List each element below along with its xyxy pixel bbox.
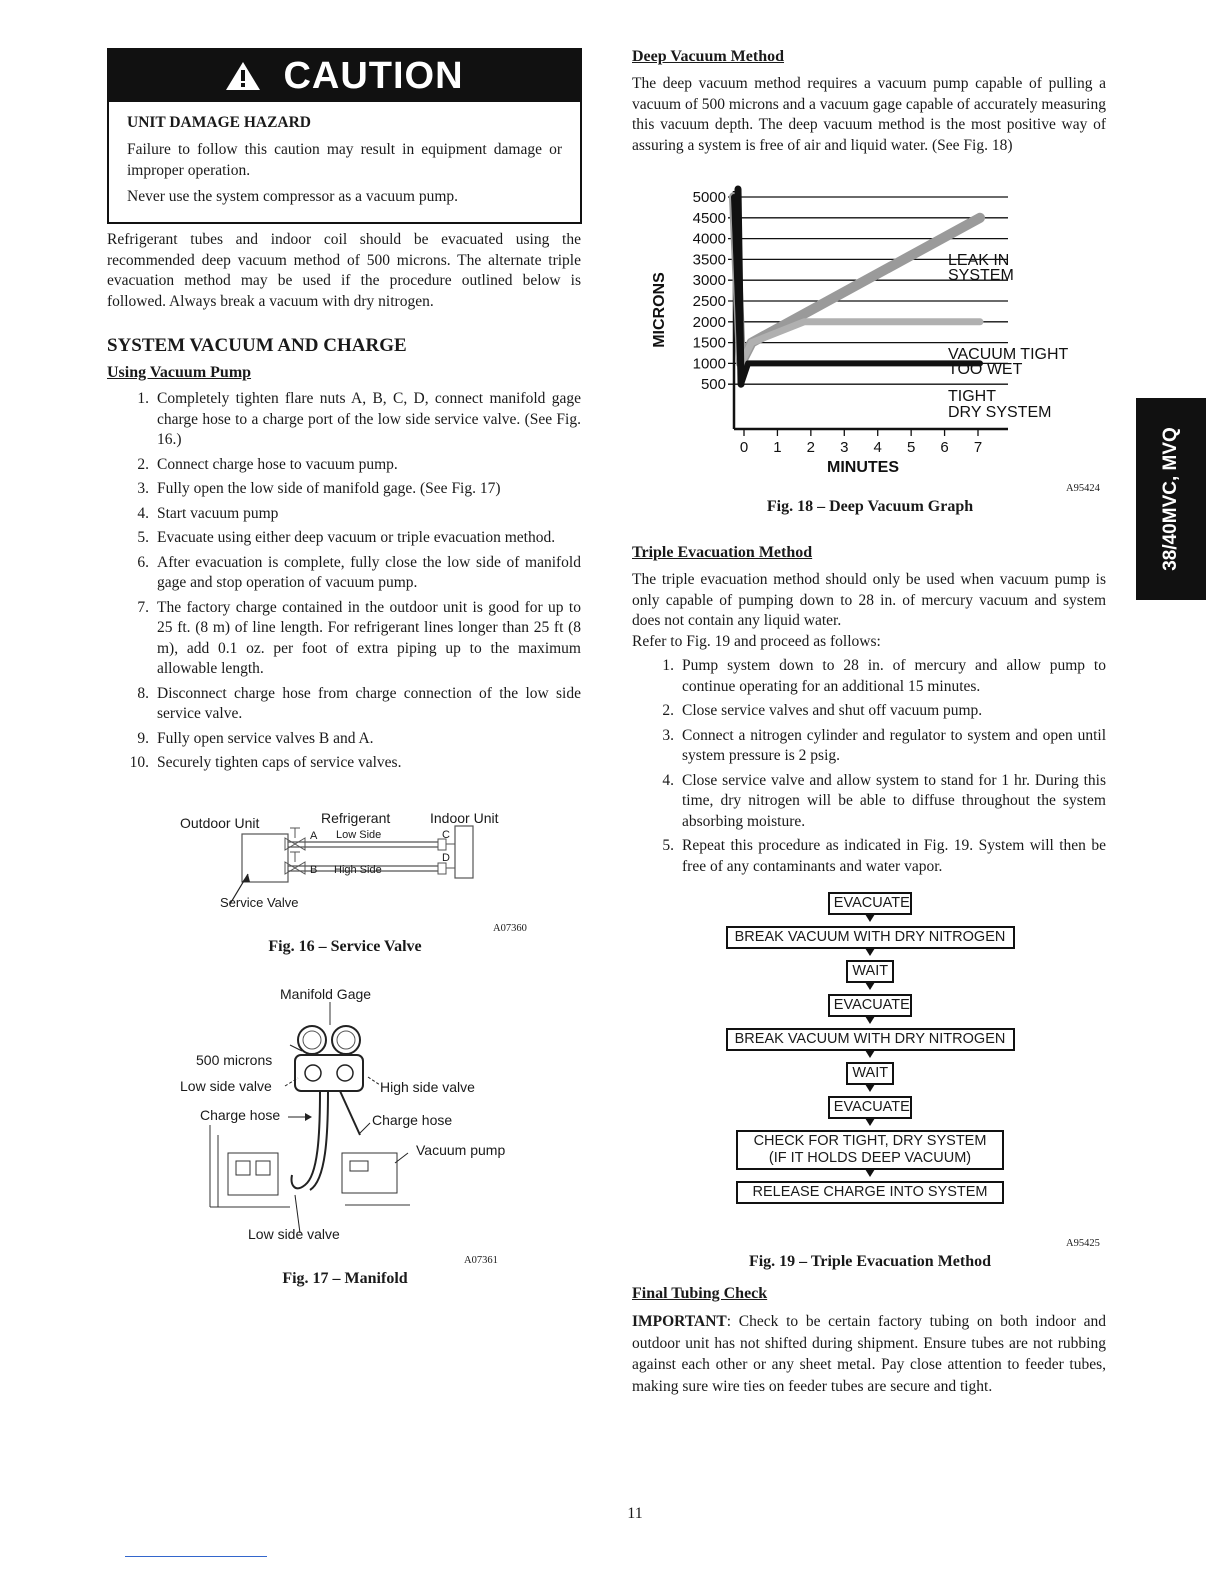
flow-step: BREAK VACUUM WITH DRY NITROGEN bbox=[726, 926, 1015, 949]
triple-evac-refer: Refer to Fig. 19 and proceed as follows: bbox=[632, 633, 881, 650]
annotation-leak-in: LEAK IN bbox=[948, 252, 1010, 269]
flow-step: EVACUATE bbox=[828, 892, 912, 915]
step-number: 2. bbox=[137, 455, 149, 473]
list-item bbox=[632, 771, 1106, 833]
step-number: 3. bbox=[137, 480, 149, 497]
vacuum-pump-label: Vacuum pump bbox=[416, 1142, 506, 1158]
caution-line1: Failure to follow this caution may result in equipment damage or improper operation. bbox=[127, 141, 562, 179]
x-tick-label: 5 bbox=[906, 439, 916, 456]
high-side-valve-label: High side valve bbox=[380, 1079, 475, 1095]
x-tick-label: 2 bbox=[806, 439, 816, 456]
flow-step: WAIT bbox=[846, 960, 893, 983]
pumpdown-line bbox=[738, 189, 741, 384]
x-tick-label: 3 bbox=[840, 439, 849, 456]
outdoor-unit-label: Outdoor Unit bbox=[180, 815, 260, 831]
x-tick-label: 1 bbox=[773, 439, 782, 456]
section-title: SYSTEM VACUUM AND CHARGE bbox=[107, 335, 407, 356]
vacuum-pump-heading: Using Vacuum Pump bbox=[107, 364, 252, 381]
low-side-valve-bottom-label: Low side valve bbox=[248, 1226, 340, 1242]
y-tick-label: 2000 bbox=[692, 313, 726, 331]
list-item bbox=[107, 504, 581, 525]
triple-evac-steps bbox=[632, 656, 1106, 881]
flow-step: BREAK VACUUM WITH DRY NITROGEN bbox=[726, 1028, 1015, 1051]
step-text: Evacuate using either deep vacuum or triple evacuation method. bbox=[157, 529, 556, 546]
deep-vacuum-text: The deep vacuum method requires a vacuum pump capable of pulling a vacuum of 500 microns and a vacuum gage capable of accurately measuring this vacuum depth. The deep vacuum method is the most positive way of assuring a system is free of air and liquid water. (See Fig. 18) bbox=[632, 75, 1106, 154]
flow-arrow-icon bbox=[865, 948, 875, 956]
indoor-unit-label: Indoor Unit bbox=[430, 810, 499, 826]
charge-hose-right-label: Charge hose bbox=[372, 1112, 453, 1128]
intro-paragraph: Refrigerant tubes and indoor coil should be evacuated using the recommended deep vacuum method of 500 microns. The alternate triple evacuation method may be used if the procedure outlined below is followed. Always break a vacuum with dry nitrogen. bbox=[107, 231, 581, 310]
flow-release: RELEASE CHARGE INTO SYSTEM bbox=[736, 1181, 1004, 1204]
vacuum-pump-steps bbox=[107, 389, 581, 778]
step-text: Fully open service valves B and A. bbox=[157, 729, 374, 747]
list-item bbox=[632, 656, 1106, 697]
triple-evac-heading: Triple Evacuation Method bbox=[632, 544, 813, 561]
step-text: Close service valve and allow system to stand for 1 hr. During this time, dry nitrogen will be able to diffuse throughout the system absorbing moisture. bbox=[682, 771, 1106, 830]
fig17-diagram bbox=[170, 985, 520, 1245]
caution-heading: UNIT DAMAGE HAZARD bbox=[127, 114, 312, 131]
step-number: 1. bbox=[662, 657, 674, 674]
service-valve-label: Service Valve bbox=[220, 895, 299, 910]
list-item bbox=[632, 701, 1106, 722]
list-item bbox=[632, 836, 1106, 877]
list-item bbox=[107, 455, 581, 476]
fig16-diagram bbox=[170, 806, 540, 921]
flow-step: EVACUATE bbox=[828, 1096, 912, 1119]
fig18-caption: Fig. 18 – Deep Vacuum Graph bbox=[766, 498, 974, 515]
flow-check bbox=[736, 1130, 1004, 1170]
flow-arrow-icon bbox=[865, 1016, 875, 1024]
high-side-label: High Side bbox=[334, 864, 382, 876]
step-text: Fully open the low side of manifold gage. (See Fig. 17) bbox=[157, 480, 501, 497]
step-text: Disconnect charge hose from charge connection of the low side service valve. bbox=[157, 684, 581, 722]
y-tick-label: 500 bbox=[700, 376, 726, 394]
y-tick-label: 3000 bbox=[692, 272, 726, 290]
list-item bbox=[107, 598, 581, 680]
x-tick-label: 4 bbox=[873, 439, 882, 456]
flow-arrow-icon bbox=[865, 982, 875, 990]
x-tick-label: 6 bbox=[940, 439, 949, 456]
flow-check-line: (IF IT HOLDS DEEP VACUUM) bbox=[768, 1150, 972, 1166]
list-item bbox=[632, 726, 1106, 767]
fig17-caption: Fig. 17 – Manifold bbox=[282, 1270, 408, 1287]
fig19-caption: Fig. 19 – Triple Evacuation Method bbox=[748, 1253, 992, 1270]
chart-xlabel: MINUTES bbox=[827, 459, 899, 476]
deep-vacuum-heading: Deep Vacuum Method bbox=[632, 48, 785, 65]
step-number: 7. bbox=[137, 598, 149, 616]
label-d: D bbox=[442, 852, 450, 864]
flow-step: WAIT bbox=[846, 1062, 893, 1085]
step-number: 10. bbox=[129, 754, 149, 771]
step-text: Securely tighten caps of service valves. bbox=[157, 754, 402, 771]
footer-link-rule bbox=[125, 1556, 267, 1557]
caution-box bbox=[107, 48, 582, 224]
fig19-code: A95425 bbox=[1066, 1238, 1100, 1249]
list-item bbox=[107, 528, 581, 549]
page-number: 11 bbox=[627, 1505, 643, 1522]
fig17-code: A07361 bbox=[464, 1255, 498, 1266]
fig18-code: A95424 bbox=[1066, 483, 1100, 494]
chart-y-ticks bbox=[693, 189, 726, 393]
low-side-valve-label: Low side valve bbox=[180, 1078, 272, 1094]
charge-hose-left-label: Charge hose bbox=[200, 1107, 281, 1123]
flow-arrow-icon bbox=[865, 1050, 875, 1058]
caution-header bbox=[109, 50, 580, 102]
step-number: 4. bbox=[662, 771, 674, 789]
annotation-dry-system: DRY SYSTEM bbox=[948, 404, 1052, 421]
side-tab bbox=[1136, 398, 1206, 600]
list-item bbox=[107, 729, 581, 750]
step-number: 2. bbox=[662, 702, 674, 719]
x-tick-label: 7 bbox=[973, 439, 983, 456]
y-tick-label: 2500 bbox=[692, 293, 726, 310]
final-tubing-text bbox=[632, 1311, 1106, 1397]
y-tick-label: 4500 bbox=[692, 209, 726, 227]
y-tick-label: 3500 bbox=[692, 251, 726, 269]
step-number: 9. bbox=[137, 729, 149, 747]
important-label: IMPORTANT bbox=[632, 1313, 727, 1330]
chart-ylabel: MICRONS bbox=[651, 272, 668, 348]
step-text: Completely tighten flare nuts A, B, C, D, connect manifold gage charge hose to a charge port of the low side service valve. (See Fig. 16.) bbox=[157, 390, 581, 448]
list-item bbox=[107, 389, 581, 451]
step-number: 1. bbox=[137, 390, 149, 407]
step-text: Connect charge hose to vacuum pump. bbox=[157, 455, 398, 473]
flow-check-line: CHECK FOR TIGHT, DRY SYSTEM bbox=[753, 1133, 987, 1149]
y-tick-label: 1000 bbox=[692, 355, 726, 373]
low-side-label: Low Side bbox=[336, 829, 382, 841]
step-text: Repeat this procedure as indicated in Fig. 19. System will then be free of any contaminants and water vapor. bbox=[682, 837, 1106, 875]
caution-title: CAUTION bbox=[283, 54, 464, 97]
warning-triangle-icon bbox=[225, 61, 261, 91]
annotation-tight: TIGHT bbox=[948, 388, 996, 405]
step-number: 3. bbox=[662, 726, 674, 744]
list-item bbox=[107, 553, 581, 594]
annotation-system: SYSTEM bbox=[948, 267, 1014, 284]
x-tick-label: 0 bbox=[739, 439, 749, 456]
manifold-gage-label: Manifold Gage bbox=[280, 986, 372, 1002]
microns-label: 500 microns bbox=[196, 1052, 273, 1068]
annotation-too-wet: TOO WET bbox=[948, 361, 1023, 378]
triple-evac-text: The triple evacuation method should only be used when vacuum pump is only capable of pumping down to 28 in. of mercury vacuum and system does not contain any liquid water. bbox=[632, 571, 1106, 629]
triple-evac-flowchart bbox=[700, 888, 1040, 1218]
caution-line2: Never use the system compressor as a vacuum pump. bbox=[127, 188, 459, 205]
step-number: 5. bbox=[137, 529, 149, 546]
flow-arrow-icon bbox=[865, 914, 875, 922]
flow-arrow-icon bbox=[865, 1169, 875, 1177]
list-item bbox=[107, 684, 581, 725]
y-tick-label: 5000 bbox=[692, 189, 726, 206]
label-a: A bbox=[310, 830, 318, 842]
chart-x-ticks bbox=[740, 429, 982, 456]
step-number: 5. bbox=[662, 837, 674, 854]
y-tick-label: 4000 bbox=[692, 230, 726, 248]
step-number: 8. bbox=[137, 684, 149, 702]
final-tubing-body: : Check to be certain factory tubing on both indoor and outdoor unit has not shifted during shipment. Ensure tubes are not rubbing against each other or any sheet metal. Pay close attention to feeder tubes, making sure wire ties on feeder tubes are secure and tight. bbox=[632, 1313, 1106, 1395]
list-item bbox=[107, 479, 581, 500]
label-c: C bbox=[442, 829, 450, 841]
y-tick-label: 1500 bbox=[692, 334, 726, 352]
final-tubing-heading: Final Tubing Check bbox=[632, 1285, 768, 1302]
refrigerant-label: Refrigerant bbox=[321, 810, 391, 826]
fig16-code: A07360 bbox=[493, 923, 527, 934]
step-text: Pump system down to 28 in. of mercury and allow pump to continue operating for an additional 15 minutes. bbox=[682, 657, 1106, 695]
list-item bbox=[107, 753, 581, 774]
step-text: Start vacuum pump bbox=[157, 504, 279, 522]
step-number: 6. bbox=[137, 553, 149, 571]
side-tab-label: 38/40MVC, MVQ bbox=[1160, 427, 1181, 571]
flow-arrow-icon bbox=[865, 1118, 875, 1126]
label-b: B bbox=[310, 864, 318, 876]
step-text: Connect a nitrogen cylinder and regulator to system and open until system pressure is 2 psig. bbox=[682, 726, 1106, 764]
step-number: 4. bbox=[137, 504, 149, 522]
annotation-vacuum-tight: VACUUM TIGHT bbox=[948, 346, 1069, 363]
step-text: The factory charge contained in the outdoor unit is good for up to 25 ft. (8 m) of line length. For refrigerant lines longer than 25 ft (8 m), add 0.1 oz. per foot of extra piping up to the maximum allowable length. bbox=[157, 598, 581, 677]
step-text: After evacuation is complete, fully close the low side of manifold gage and stop operation of vacuum pump. bbox=[157, 553, 581, 591]
flow-step: EVACUATE bbox=[828, 994, 912, 1017]
flow-arrow-icon bbox=[865, 1084, 875, 1092]
step-text: Close service valves and shut off vacuum pump. bbox=[682, 702, 983, 719]
deep-vacuum-chart bbox=[640, 185, 1080, 485]
fig16-caption: Fig. 16 – Service Valve bbox=[268, 938, 422, 955]
